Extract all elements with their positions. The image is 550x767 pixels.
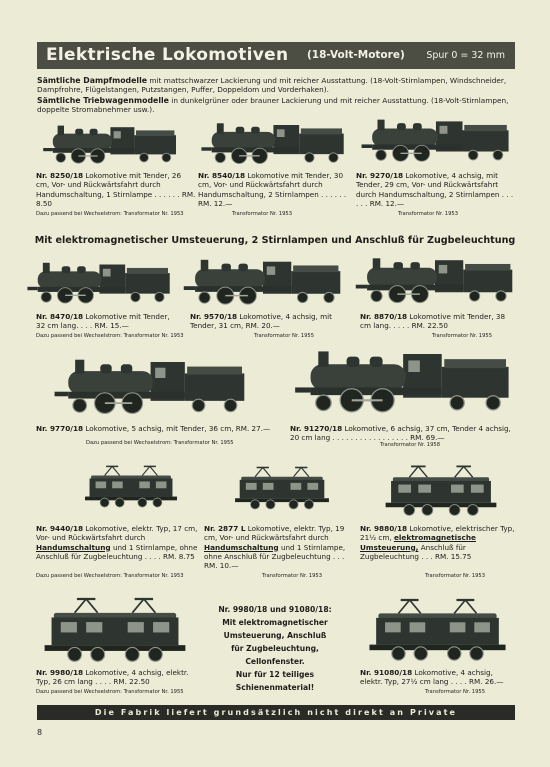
- item-description: Lokomotive, 4 achsig, elektr. Typ, 26 cm lang . . . . RM. 22.50: [36, 668, 189, 687]
- item-description-cont: und 1 Stirnlampe, ohne Anschluß für Zugbeleuchtung . . . . RM. 8.75: [36, 542, 198, 561]
- locomotive-image-9770: [50, 355, 250, 417]
- transformer-note-8470: Dazu passend bei Wechselstrom: Transformator Nr. 1953: [36, 333, 184, 339]
- locomotive-image-9570: [180, 253, 345, 310]
- page-subtitle: (18-Volt-Motore): [307, 49, 405, 61]
- intro-steam: [37, 76, 517, 95]
- item-number: Nr. 8250/18: [36, 171, 84, 180]
- locomotive-image-9980: [40, 595, 190, 663]
- item-number: Nr. 8870/18: [360, 312, 408, 321]
- item-description: Lokomotive, 4 achsig, mit Tender, 29 cm, Vor- und Rückwärtsfahrt durch Handumschaltung, 2 Stirnlampen . . . . . . RM. 12.—: [356, 171, 514, 208]
- footer-notice: Die Fabrik liefert grundsätzlich nicht direkt an Private: [37, 705, 515, 720]
- locomotive-image-9270: [358, 112, 513, 168]
- intro-steam-text: mit mattschwarzer Lackierung und mit reicher Ausstattung. (18-Volt-Stirnlampen, Windschneider, Dampfrohre, Flügelstangen, Putzstangen, Puffer, Doppeldom und Vorderhaken).: [37, 76, 507, 95]
- intro-railcar-bold: Sämtliche Triebwagenmodelle: [37, 96, 169, 105]
- page-number: 8: [37, 728, 43, 737]
- locomotive-image-91080: [365, 595, 510, 663]
- transformer-note-2877L: Transformator Nr. 1953: [262, 573, 323, 579]
- caption-9440: [36, 524, 201, 561]
- locomotive-image-91270: [290, 345, 515, 417]
- item-number: Nr. 9570/18: [190, 312, 238, 321]
- item-description: Lokomotive, 4 achsig, elektr. Typ, 27½ cm lang . . . . RM. 26.—: [360, 668, 504, 687]
- item-number: Nr. 9880/18: [360, 524, 408, 533]
- item-number: Nr. 8540/18: [198, 171, 246, 180]
- item-description: Lokomotive, 4 achsig, mit Tender, 31 cm, RM. 20.—: [190, 312, 332, 331]
- transformer-note-8540: Transformator Nr. 1953: [232, 211, 293, 217]
- item-description: Lokomotive, 6 achsig, 37 cm, Tender 4 achsig, 20 cm lang . . . . . . . . . . . . . . . . . RM. 69.—: [290, 424, 511, 443]
- item-number: Nr. 91080/18: [360, 668, 413, 677]
- locomotive-image-9440: [82, 462, 180, 510]
- caption-9980: [36, 668, 196, 687]
- section-title: Mit elektromagnetischer Umsteuerung, 2 Stirnlampen und Anschluß für Zugbeleuchtung: [34, 235, 516, 246]
- item-number: Nr. 91270/18: [290, 424, 343, 433]
- item-number: Nr. 9270/18: [356, 171, 404, 180]
- intro-steam-bold: Sämtliche Dampfmodelle: [37, 76, 148, 85]
- item-description-cont: und 1 Stirnlampe, ohne Anschluß für Zugbeleuchtung . . . RM. 10.—: [204, 542, 346, 571]
- item-number: Nr. 9770/18: [36, 424, 84, 433]
- item-highlight: Handumschaltung: [204, 542, 279, 552]
- caption-9270: [356, 171, 516, 208]
- note-line: Cellonfenster.: [245, 657, 305, 666]
- transformer-note-9440: Dazu passend bei Wechselstrom: Transformator Nr. 1953: [36, 573, 184, 579]
- intro-railcar-text: in dunkelgrüner oder brauner Lackierung und mit reicher Ausstattung. (18-Volt-Stirnlampen, doppelte Stromabnehmer usw.).: [37, 96, 509, 115]
- locomotive-image-8470: [24, 255, 174, 310]
- page-title: Elektrische Lokomotiven: [46, 45, 289, 65]
- note-line: Nur für 12 teiliges: [235, 670, 315, 679]
- note-line: für Zugbeleuchtung,: [231, 644, 319, 653]
- transformer-note-8250: Dazu passend bei Wechselstrom: Transformator Nr. 1953: [36, 211, 184, 217]
- item-description: Lokomotive, elektrischer Typ, 21½ cm,: [360, 524, 515, 543]
- item-number: Nr. 9980/18: [36, 668, 84, 677]
- note-line: Nr. 9980/18 und 91080/18:: [218, 605, 332, 614]
- note-line: Schienenmaterial!: [235, 683, 315, 692]
- item-highlight: elektromagnetische Umsteuerung,: [360, 533, 476, 552]
- gauge-label: Spur 0 = 32 mm: [426, 50, 505, 61]
- caption-8870: [360, 312, 516, 331]
- note-line: Mit elektromagnetischer: [222, 618, 328, 627]
- locomotive-image-8250: [40, 120, 180, 168]
- transformer-note-9570: Transformator Nr. 1955: [254, 333, 315, 339]
- caption-8540: [198, 171, 350, 208]
- transformer-note-9980: Dazu passend bei Wechselstrom: Transformator Nr. 1955: [36, 689, 184, 695]
- item-description: Lokomotive mit Tender, 30 cm, Vor- und Rückwärtsfahrt durch Handumschaltung, 2 Stirnlampen . . . . . . RM. 12.—: [198, 171, 347, 208]
- locomotive-image-2877L: [232, 460, 332, 515]
- item-number: Nr. 8470/18: [36, 312, 84, 321]
- transformer-note-91080: Transformator Nr. 1955: [425, 689, 486, 695]
- item-description: Lokomotive, 5 achsig, mit Tender, 36 cm, RM. 27.—: [85, 424, 271, 433]
- note-line: Umsteuerung, Anschluß: [223, 631, 327, 640]
- locomotive-image-8540: [198, 118, 348, 168]
- special-note-9980-91080: [200, 603, 350, 694]
- transformer-note-9270: Transformator Nr. 1953: [398, 211, 459, 217]
- caption-8250: [36, 171, 196, 208]
- item-description: Lokomotive mit Tender, 32 cm lang. . . . RM. 15.—: [36, 312, 170, 331]
- caption-8470: [36, 312, 181, 331]
- transformer-note-91270: Transformator Nr. 1958: [380, 442, 441, 448]
- caption-2877L: [204, 524, 354, 570]
- item-highlight: Handumschaltung: [36, 542, 111, 552]
- caption-9570: [190, 312, 340, 331]
- item-description: Lokomotive mit Tender, 38 cm lang. . . . . RM. 22.50: [360, 312, 506, 331]
- transformer-note-9880: Transformator Nr. 1953: [425, 573, 486, 579]
- locomotive-image-8870: [352, 250, 517, 310]
- item-description: Lokomotive mit Tender, 26 cm, Vor- und Rückwärtsfahrt durch Handumschaltung, 1 Stirnlampe . . . . . . RM. 8.50: [36, 171, 196, 208]
- locomotive-image-9880: [382, 462, 500, 518]
- item-number: Nr. 9440/18: [36, 524, 84, 533]
- item-number: Nr. 2877 L: [204, 524, 246, 533]
- caption-9880: [360, 524, 516, 561]
- caption-91080: [360, 668, 516, 687]
- caption-9770: [36, 424, 276, 433]
- item-description: Lokomotive, elektr. Typ, 17 cm, Vor- und Rückwärtsfahrt durch: [36, 524, 198, 543]
- item-description: Lokomotive, elektr. Typ, 19 cm, Vor- und Rückwärtsfahrt durch: [204, 524, 345, 543]
- catalog-header: [37, 42, 515, 69]
- transformer-note-8870: Transformator Nr. 1955: [432, 333, 493, 339]
- caption-91270: [290, 424, 516, 443]
- transformer-note-9770: Dazu passend bei Wechselstrom: Transformator Nr. 1955: [86, 440, 234, 446]
- item-description-cont: Anschluß für Zugbeleuchtung . . . RM. 15.75: [360, 542, 472, 561]
